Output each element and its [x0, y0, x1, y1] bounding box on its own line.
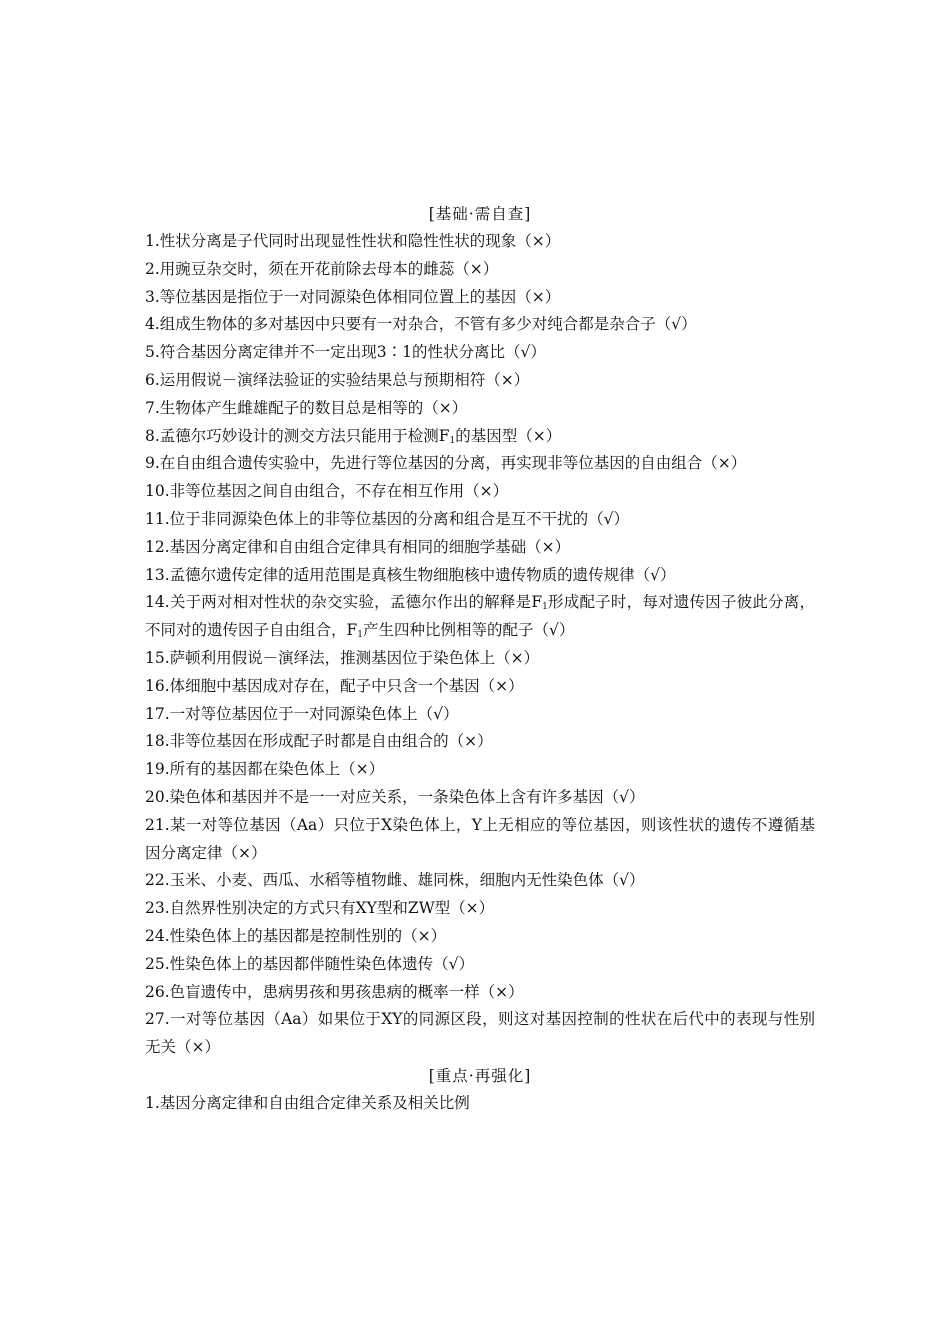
section-title-key-points: [重点·再强化]: [428, 1066, 532, 1085]
list-item: 21.某一对等位基因（Aa）只位于X染色体上，Y上无相应的等位基因，则该性状的遗传不遵循基因分离定律（×）: [145, 815, 815, 862]
list-item: 2.用豌豆杂交时，须在开花前除去母本的雌蕊（×）: [145, 259, 499, 278]
list-item: 19.所有的基因都在染色体上（×）: [145, 760, 385, 779]
list-item: 1.性状分离是子代同时出现显性性状和隐性性状的现象（×）: [145, 232, 561, 250]
list-item: 25.性染色体上的基因都伴随性染色体遗传（√）: [145, 954, 475, 973]
list-item: 20.染色体和基因并不是一一对应关系，一条染色体上含有许多基因（√）: [145, 787, 645, 806]
section-title-basics: [基础·需自查]: [428, 205, 532, 223]
item-text: 8.孟德尔巧妙设计的测交方法只能用于检测F: [145, 426, 450, 445]
list-item: 11.位于非同源染色体上的非等位基因的分离和组合是互不干扰的（√）: [145, 509, 630, 528]
list-item: 24.性染色体上的基因都是控制性别的（×）: [145, 926, 447, 945]
list-item: 17.一对等位基因位于一对同源染色体上（√）: [145, 704, 459, 723]
list-item: 5.符合基因分离定律并不一定出现3∶1的性状分离比（√）: [145, 343, 546, 362]
document-page: [145, 200, 815, 1118]
list-item: 10.非等位基因之间自由组合，不存在相互作用（×）: [145, 482, 509, 501]
list-item: 15.萨顿利用假说－演绎法，推测基因位于染色体上（×）: [145, 648, 540, 667]
list-item: 22.玉米、小麦、西瓜、水稻等植物雌、雄同株，细胞内无性染色体（√）: [145, 871, 645, 890]
list-item: [145, 423, 815, 451]
item-text: 产生四种比例相等的配子（√）: [363, 621, 575, 640]
list-item: 1.基因分离定律和自由组合定律关系及相关比例: [145, 1093, 470, 1112]
list-item: 7.生物体产生雌雄配子的数目总是相等的（×）: [145, 398, 468, 417]
list-item: 13.孟德尔遗传定律的适用范围是真核生物细胞核中遗传物质的遗传规律（√）: [145, 565, 676, 584]
list-item: 18.非等位基因在形成配子时都是自由组合的（×）: [145, 732, 493, 751]
list-item: 12.基因分离定律和自由组合定律具有相同的细胞学基础（×）: [145, 537, 571, 556]
subscript: 1: [357, 630, 363, 641]
list-item: 26.色盲遗传中，患病男孩和男孩患病的概率一样（×）: [145, 982, 524, 1001]
list-item: 16.体细胞中基因成对存在，配子中只含一个基因（×）: [145, 676, 524, 695]
list-item: [145, 589, 815, 645]
list-item: 27.一对等位基因（Aa）如果位于XY的同源区段，则这对基因控制的性状在后代中的表现与性别无关（×）: [145, 1010, 815, 1057]
list-item: 23.自然界性别决定的方式只有XY型和ZW型（×）: [145, 899, 495, 918]
list-item: 3.等位基因是指位于一对同源染色体相同位置上的基因（×）: [145, 287, 561, 306]
subscript: 1: [449, 435, 456, 446]
item-text: 14.关于两对相对性状的杂交实验，孟德尔作出的解释是F: [145, 593, 543, 612]
list-item: 4.组成生物体的多对基因中只要有一对杂合，不管有多少对纯合都是杂合子（√）: [145, 315, 697, 334]
list-item: 9.在自由组合遗传实验中，先进行等位基因的分离，再实现非等位基因的自由组合（×）: [145, 454, 747, 473]
subscript: 1: [542, 602, 548, 613]
item-text: 的基因型（×）: [455, 426, 562, 445]
list-item: 6.运用假说－演绎法验证的实验结果总与预期相符（×）: [145, 370, 530, 389]
item-text: 形成配子时，每对遗传因子彼此分离，不同对的遗传因子自由组合，F: [145, 593, 815, 640]
